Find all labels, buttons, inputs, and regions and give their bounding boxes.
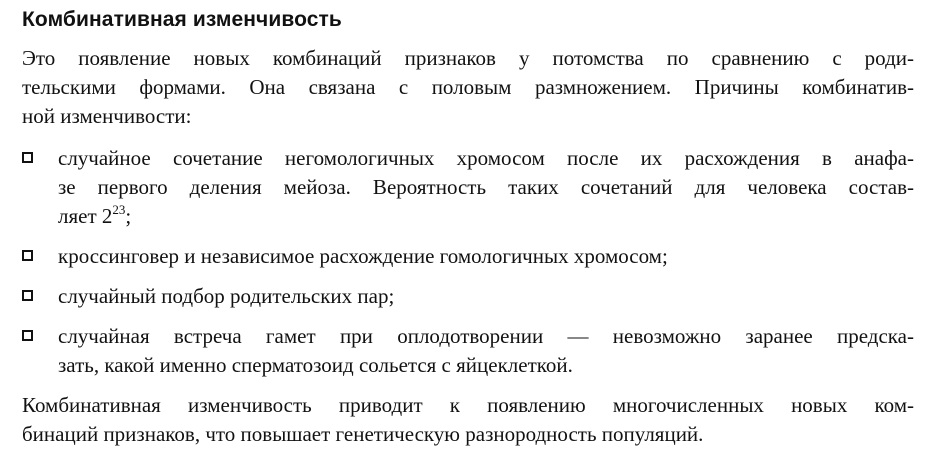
hollow-square-bullet-icon [22,152,33,163]
list-item-line: случайная встреча гамет при оплодотворении — невозможно заранее предска- [58,324,914,348]
list-item-line: случайное сочетание негомологичных хромосом после их расхождения в анафа- [58,146,914,170]
intro-line: ной изменчивости: [22,104,192,128]
list-item-line: зать, какой именно сперматозоид сольется с яйцеклеткой. [58,353,573,377]
hollow-square-bullet-icon [22,250,33,261]
list-item [22,144,914,231]
list-item-line: кроссинговер и независимое расхождение гомологичных хромосом; [58,244,668,268]
list-item [22,322,914,380]
list-item [22,282,914,311]
list-item-text: ; [125,204,132,228]
conclusion-paragraph [22,391,914,449]
conclusion-line: бинаций признаков, что повышает генетическую разнородность популяций. [22,422,704,446]
exponent: 23 [112,202,126,217]
intro-line: тельскими формами. Она связана с половым размножением. Причины комбинатив- [22,75,914,99]
intro-paragraph [22,44,914,131]
intro-line: Это появление новых комбинаций признаков у потомства по сравнению с роди- [22,46,914,70]
document-page [22,6,914,449]
list-item-text: ляет 2 [58,204,113,228]
list-item [22,242,914,271]
list-item-line: случайный подбор родительских пар; [58,284,395,308]
hollow-square-bullet-icon [22,330,33,341]
section-heading: Комбинативная изменчивость [22,8,342,31]
hollow-square-bullet-icon [22,290,33,301]
causes-list [22,144,914,380]
list-item-line [58,202,914,231]
conclusion-line: Комбинативная изменчивость приводит к появлению многочисленных новых ком- [22,393,914,417]
list-item-line: зе первого деления мейоза. Вероятность таких сочетаний для человека состав- [58,175,914,199]
